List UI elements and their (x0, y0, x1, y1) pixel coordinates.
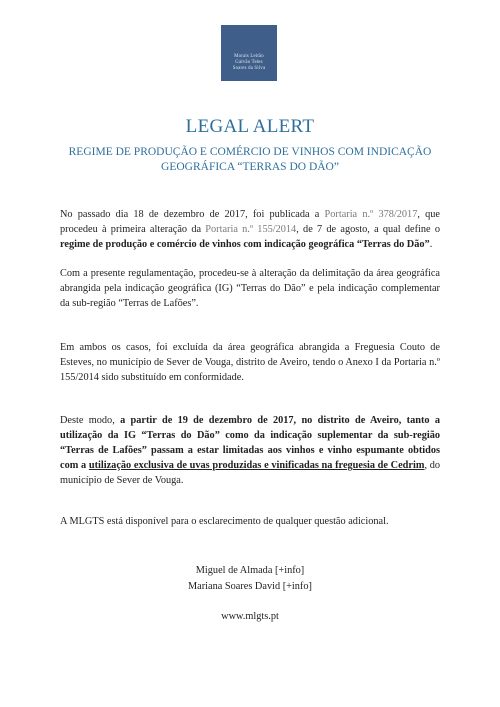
signature-line-1 (0, 563, 500, 579)
paragraph-4 (60, 413, 440, 488)
p4-text-1: Deste modo, (60, 415, 121, 426)
signature-line-2 (0, 579, 500, 595)
p4-bold-text: a partir de 19 de dezembro de 2017, no distrito de Aveiro, tanto a utilização da IG “Terras do Dão” como da indicação suplementar da sub-região “Terras de Lafões” passam a estar limitadas aos vinhos e vinho espumante obtidos com a (60, 415, 440, 471)
p1-text-3: , de 7 de agosto, a qual define o (296, 224, 441, 235)
signature-info-link-2[interactable]: [+info] (282, 580, 312, 592)
paragraph-3: Em ambos os casos, foi excluída da área geográfica abrangida a Freguesia Couto de Esteves, no município de Sever de Vouga, distrito de Aveiro, tendo o Anexo I da Portaria n.º 155/2014 sido substituído em conformidade. (60, 342, 440, 383)
paragraph-2: Com a presente regulamentação, procedeu-se à alteração da delimitação da área geográfica abrangida pela indicação geográfica (IG) “Terras do Dão” e pela indicação complementar da sub-região “Terras de Lafões”. (60, 268, 440, 309)
p1-text-2: , que procedeu à primeira alteração da (60, 209, 441, 235)
portaria-155-link[interactable]: Portaria n.º 155/2014 (205, 224, 297, 235)
logo-line-3: Soares da Silva (232, 66, 266, 71)
logo-line-2: Galvão Teles (235, 60, 263, 65)
subtitle-line-2: GEOGRÁFICA “TERRAS DO DÃO” (161, 161, 339, 173)
p4-bold-underlined-text: utilização exclusiva de uvas produzidas e vinificadas na freguesia de Cedrim (88, 460, 425, 471)
paragraph-1 (60, 207, 440, 252)
p1-text-4: . (429, 239, 433, 250)
signature-name-2: Mariana Soares David (188, 580, 281, 592)
p1-text-1: No passado dia 18 de dezembro de 2017, foi publicada a (60, 209, 325, 220)
logo-line-1: Morais Leitão (234, 54, 264, 59)
portaria-378-link[interactable]: Portaria n.º 378/2017 (324, 209, 418, 220)
signature-info-link-1[interactable]: [+info] (274, 565, 305, 576)
website-link[interactable]: www.mlgts.pt (221, 611, 279, 622)
signature-name-1: Miguel de Almada (195, 565, 273, 576)
document-subtitle (40, 145, 460, 175)
p4-text-2: , do município de Sever de Vouga. (60, 460, 441, 486)
paragraph-5: A MLGTS está disponível para o esclarecimento de qualquer questão adicional. (60, 516, 389, 527)
firm-logo (221, 25, 277, 81)
signature-block (0, 563, 500, 594)
p1-bold-text: regime de produção e comércio de vinhos com indicação geográfica “Terras do Dão” (60, 239, 430, 250)
subtitle-line-1: REGIME DE PRODUÇÃO E COMÉRCIO DE VINHOS COM INDICAÇÃO (68, 146, 432, 158)
document-title: LEGAL ALERT (185, 116, 315, 137)
